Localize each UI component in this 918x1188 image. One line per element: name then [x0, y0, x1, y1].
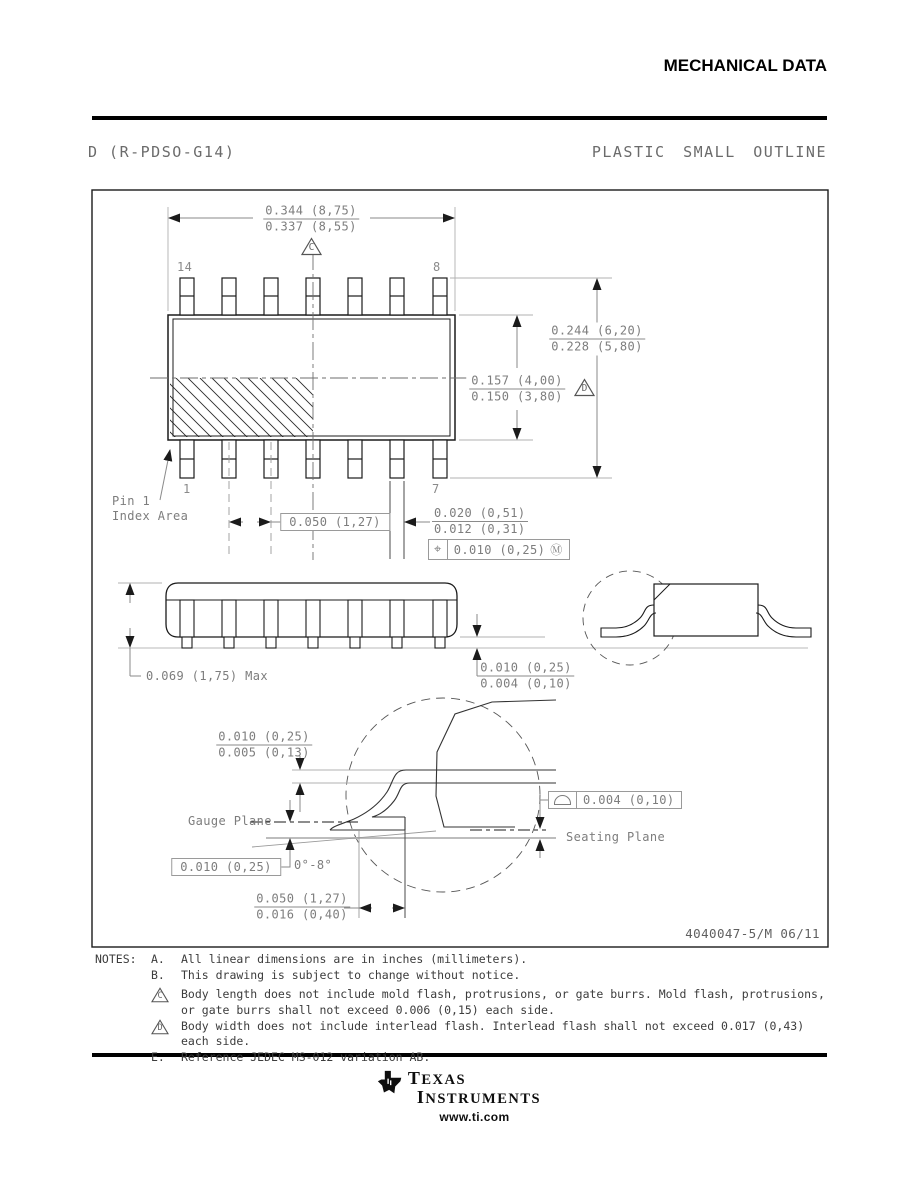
dim-standoff: 0.010 (0,25) 0.004 (0,10)	[480, 660, 572, 691]
notes-label: NOTES:	[95, 952, 137, 966]
dim-foot-length: 0.050 (1,27) 0.016 (0,40)	[256, 891, 348, 922]
lead-angle: 0°-8°	[294, 858, 333, 872]
top-rule	[92, 116, 827, 120]
dim-lead-width: 0.020 (0,51) 0.012 (0,31)	[434, 506, 526, 536]
note-c: C Body length does not include mold flash, protrusions, or gate burrs. Mold flash, protrusions, or gate burrs shall not exceed 0.006 (0,15) each side.	[95, 987, 827, 1017]
pin-number-7: 7	[432, 482, 440, 496]
note-flag-d: D	[574, 378, 595, 397]
seating-plane-symbol-icon	[554, 795, 571, 805]
page-title: MECHANICAL DATA	[663, 56, 827, 75]
pin-number-8: 8	[433, 260, 441, 274]
brand-name: TEXAS INSTRUMENTS	[407, 1068, 542, 1108]
dim-gauge-to-seating: 0.010 (0,25)	[171, 858, 281, 876]
note-b: B. This drawing is subject to change without notice.	[151, 968, 521, 983]
mmc-modifier-icon: Ⓜ	[550, 543, 563, 557]
note-d: D Body width does not include interlead flash. Interlead flash shall not exceed 0.017 (0,43) each side.	[95, 1019, 827, 1049]
pin-number-1: 1	[183, 482, 191, 496]
note-a: NOTES: A. All linear dimensions are in inches (millimeters).	[95, 952, 528, 966]
dim-pitch: 0.050 (1,27)	[280, 513, 390, 531]
dim-body-width: 0.157 (4,00) 0.150 (3,80)	[466, 373, 568, 406]
fcf-lead-position: ⌖ 0.010 (0,25) Ⓜ	[428, 539, 570, 560]
note-e: E. Reference JEDEC MS-012 variation AB.	[151, 1050, 431, 1065]
pin1-index-label-line1: Pin 1	[112, 494, 151, 508]
drawing-frame	[92, 190, 828, 947]
dim-overall-width: 0.244 (6,20) 0.228 (5,80)	[546, 323, 648, 356]
gauge-plane-label: Gauge Plane	[188, 814, 272, 828]
footer-brand	[0, 1069, 918, 1124]
package-name: PLASTIC SMALL OUTLINE	[591, 143, 827, 161]
note-flag-d-small: D	[151, 1019, 169, 1035]
brand-url: www.ti.com	[439, 1110, 510, 1125]
pin-number-14: 14	[177, 260, 193, 274]
package-code: D (R-PDSO-G14)	[88, 143, 236, 161]
dim-length: 0.344 (8,75) 0.337 (8,55)	[265, 203, 357, 234]
document-number: 4040047-5/M 06/11	[685, 926, 820, 941]
end-view	[583, 571, 811, 665]
pin1-index-label-line2: Index Area	[112, 509, 189, 523]
note-flag-c: C	[301, 237, 322, 256]
fcf-seating-flatness: 0.004 (0,10)	[548, 791, 682, 809]
ti-texas-logo-icon	[377, 1069, 403, 1097]
position-symbol-icon: ⌖	[429, 540, 448, 559]
dim-package-height: 0.069 (1,75) Max	[146, 669, 268, 683]
note-flag-c-small: C	[151, 987, 169, 1003]
seating-plane-label: Seating Plane	[566, 830, 666, 844]
notes-section	[95, 952, 827, 1066]
dim-lead-thickness: 0.010 (0,25) 0.005 (0,13)	[218, 729, 310, 760]
